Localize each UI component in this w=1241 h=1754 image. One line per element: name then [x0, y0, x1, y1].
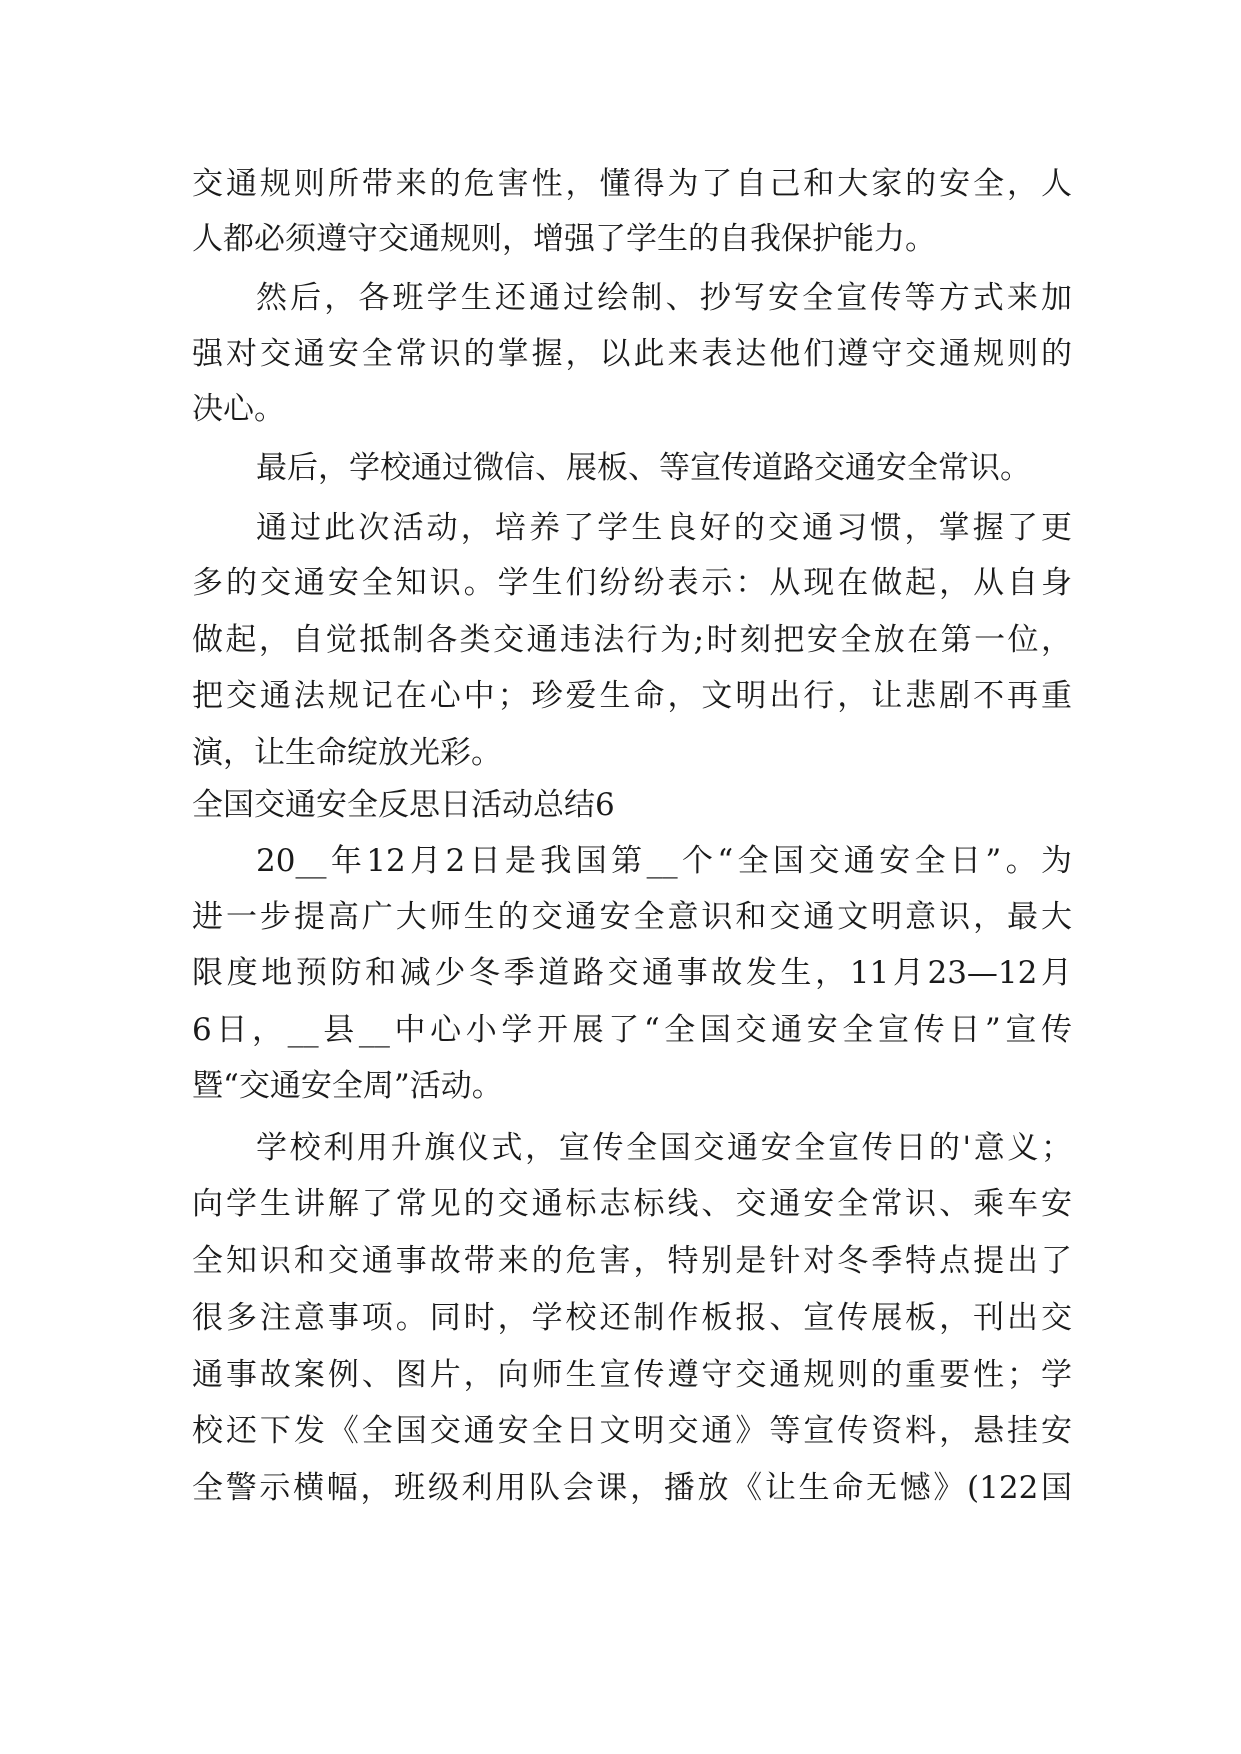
section-paragraph-1-line-4: 6日，__县__中心小学开展了“全国交通安全宣传日”宣传 — [192, 1012, 1072, 1048]
section-paragraph-1-line-5: 暨“交通安全周”活动。 — [192, 1068, 503, 1104]
paragraph-4-line-3: 做起，自觉抵制各类交通违法行为;时刻把安全放在第一位， — [192, 622, 1072, 658]
section-paragraph-1-line-3: 限度地预防和减少冬季道路交通事故发生，11月23—12月 — [192, 955, 1072, 991]
paragraph-4-line-5: 演，让生命绽放光彩。 — [192, 735, 502, 771]
paragraph-1-line-2: 人都必须遵守交通规则，增强了学生的自我保护能力。 — [192, 221, 936, 257]
section-paragraph-2-line-2: 向学生讲解了常见的交通标志标线、交通安全常识、乘车安 — [192, 1186, 1072, 1222]
paragraph-2-line-2: 强对交通安全常识的掌握，以此来表达他们遵守交通规则的 — [192, 336, 1072, 372]
paragraph-4-line-2: 多的交通安全知识。学生们纷纷表示：从现在做起，从自身 — [192, 565, 1072, 601]
paragraph-2-line-1: 然后，各班学生还通过绘制、抄写安全宣传等方式来加 — [256, 280, 1072, 316]
section-title: 全国交通安全反思日活动总结6 — [192, 787, 615, 823]
paragraph-2-line-3: 决心。 — [192, 391, 285, 427]
section-paragraph-2-line-7: 全警示横幅，班级利用队会课，播放《让生命无憾》(122国 — [192, 1470, 1072, 1506]
paragraph-4-line-1: 通过此次活动，培养了学生良好的交通习惯，掌握了更 — [256, 510, 1072, 546]
section-paragraph-2-line-4: 很多注意事项。同时，学校还制作板报、宣传展板，刊出交 — [192, 1300, 1072, 1336]
section-paragraph-2-line-5: 通事故案例、图片，向师生宣传遵守交通规则的重要性；学 — [192, 1357, 1072, 1393]
section-paragraph-2-line-3: 全知识和交通事故带来的危害，特别是针对冬季特点提出了 — [192, 1243, 1072, 1279]
section-paragraph-1-line-1: 20__年12月2日是我国第__个“全国交通安全日”。为 — [256, 843, 1072, 879]
paragraph-1-line-1: 交通规则所带来的危害性，懂得为了自己和大家的安全，人 — [192, 166, 1072, 202]
paragraph-3-line-1: 最后，学校通过微信、展板、等宣传道路交通安全常识。 — [256, 450, 1031, 486]
paragraph-4-line-4: 把交通法规记在心中；珍爱生命，文明出行，让悲剧不再重 — [192, 678, 1072, 714]
section-paragraph-1-line-2: 进一步提高广大师生的交通安全意识和交通文明意识，最大 — [192, 899, 1072, 935]
section-paragraph-2-line-1: 学校利用升旗仪式，宣传全国交通安全宣传日的'意义； — [256, 1130, 1072, 1166]
section-paragraph-2-line-6: 校还下发《全国交通安全日文明交通》等宣传资料，悬挂安 — [192, 1413, 1072, 1449]
